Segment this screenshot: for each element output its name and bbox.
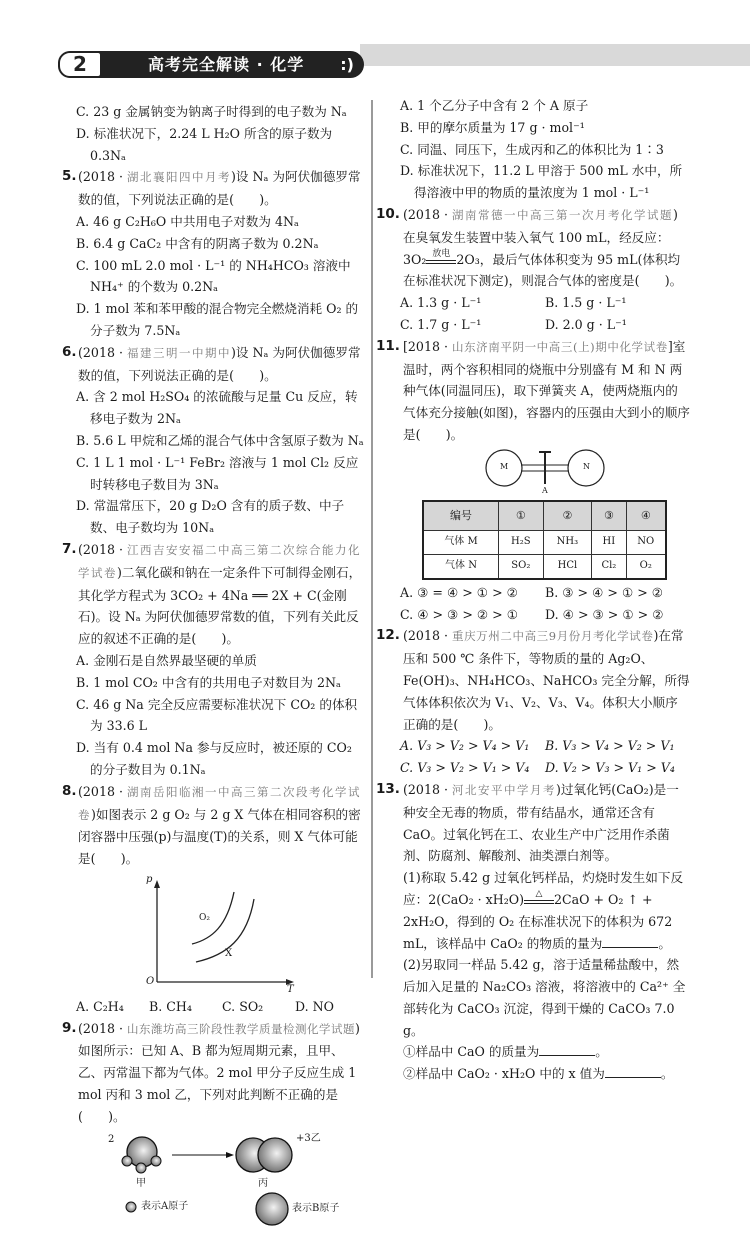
question-stem: 室温时，两个容积相同的烧瓶中分别盛有 M 和 N 两种气体(同温同压)，取下弹簧夹 A，使两烧瓶内的气体充分接触(如图)，容器内的压强由大到小的顺序是( )。 — [403, 338, 690, 442]
question-13 — [376, 779, 690, 867]
question-number: 8. — [62, 782, 77, 799]
source: 福建三明一中期中 — [126, 345, 231, 360]
option: B. 1.5 g · L⁻¹ — [545, 295, 627, 311]
column-divider — [371, 100, 373, 978]
flask-diagram — [376, 446, 690, 500]
question-stem: 在臭氧发生装置中装入氧气 100 mL，经反应：3O₂ — [403, 229, 670, 267]
reaction-arrow — [426, 249, 456, 264]
question-stem: 过氧化钙(CaO₂)是一种安全无毒的物质，带有结晶水，通常还含有 CaO。过氧化钙在工、农业生产中广泛用作杀菌剂、防腐剂、解酸剂、油类漂白剂等。 — [403, 781, 679, 864]
molecule-reaction-diagram — [62, 1128, 368, 1236]
option: A. 含 2 mol H₂SO₄ 的浓硫酸与足量 Cu 反应，转移电子数为 2Nₐ — [76, 389, 358, 427]
option: C. SO₂ — [222, 998, 264, 1014]
left-column — [62, 101, 368, 1236]
arrow-head — [226, 1152, 234, 1158]
source: 湖北襄阳四中月考 — [126, 170, 231, 185]
sub-question-2-1 — [376, 1041, 690, 1063]
question-7 — [62, 539, 368, 650]
option: D. NO — [295, 998, 334, 1014]
legend-a-label: 表示A原子 — [141, 1200, 189, 1212]
table-cell: HCl — [543, 554, 592, 579]
period: 。 — [658, 935, 671, 951]
table-cell: O₂ — [626, 554, 666, 579]
option: B. CH₄ — [149, 998, 192, 1014]
option: C. 46 g Na 完全反应需要标准状况下 CO₂ 的体积为 33.6 L — [76, 696, 358, 734]
sub-question-2: (2)另取同一样品 5.42 g，溶于适量稀盐酸中，然后加入足量的 Na₂CO₃ 溶液，将溶液中的 Ca²⁺ 全部转化为 CaCO₃ 沉淀，得到干燥的 CaCO₃ 7.0 g。 — [403, 957, 686, 1038]
source: 湖南常德一中高三第一次月考化学试题 — [451, 207, 673, 222]
table-row — [423, 554, 666, 579]
right-column — [376, 95, 690, 1085]
question-8 — [62, 781, 368, 870]
answer-blank[interactable] — [605, 1063, 661, 1078]
answer-blank[interactable] — [539, 1041, 595, 1056]
bracket: ) — [230, 344, 236, 360]
option: A. C₂H₄ — [76, 998, 124, 1014]
product-extra: +3乙 — [296, 1132, 321, 1144]
table-row — [423, 530, 666, 554]
y-axis-arrow — [154, 880, 160, 888]
table-header-cell: ③ — [592, 501, 626, 531]
question-stem: 设 Nₐ 为阿伏伽德罗常数的值，下列说法正确的是( )。 — [78, 344, 361, 383]
option: D. 当有 0.4 mol Na 参与反应时，被还原的 CO₂ 的分子数目为 0.1Nₐ — [76, 740, 352, 777]
legend-b-label: 表示B原子 — [292, 1202, 340, 1214]
bracket: ) — [354, 1020, 360, 1036]
option: A. V₃ > V₂ > V₄ > V₁ — [400, 738, 530, 754]
option: A. 1 个乙分子中含有 2 个 A 原子 — [400, 98, 589, 113]
option: B. V₃ > V₄ > V₂ > V₁ — [545, 738, 675, 754]
question-stem: 在常压和 500 ℃ 条件下，等物质的量的 Ag₂O、Fe(OH)₃、NH₄HCO₃、NaHCO₃ 完全分解，所得气体体积依次为 V₁、V₂、V₃、V₄。体积大小顺序正确的是( )。 — [403, 628, 690, 732]
question-number: 11. — [376, 337, 400, 354]
table-header-cell: ① — [499, 501, 544, 531]
question-number: 6. — [62, 343, 77, 360]
option: A. ③ = ④ > ① > ② — [400, 584, 518, 600]
source: 山东潍坊高三阶段性教学质量检测化学试题 — [126, 1021, 355, 1036]
table-header-row — [423, 501, 666, 531]
option: D. 1 mol 苯和苯甲酸的混合物完全燃烧消耗 O₂ 的分子数为 7.5Nₐ — [76, 301, 359, 338]
pressure-temperature-graph — [62, 870, 368, 996]
question-number: 13. — [376, 780, 400, 797]
bracket: ) — [555, 781, 561, 797]
option: A. 金刚石是自然界最坚硬的单质 — [76, 652, 257, 668]
bracket: ) — [230, 169, 236, 185]
question-stem: 如图所示：已知 A、B 都为短周期元素，且甲、乙、丙常温下都为气体。2 mol 甲分子反应生成 1 mol 丙和 3 mol 乙，下列对此判断不正确的是( )。 — [78, 1043, 357, 1124]
flask-n-label: N — [583, 461, 590, 471]
clamp-label: A — [542, 485, 548, 495]
question-stem: 设 Nₐ 为阿伏伽德罗常数的值，下列说法正确的是( )。 — [78, 169, 361, 208]
sub-question-text: (1)称取 5.42 g 过氧化钙样品，灼烧时发生如下反应：2(CaO₂ · xH₂O) — [403, 870, 684, 907]
question-number: 9. — [62, 1019, 77, 1036]
sub-question-2-2 — [376, 1063, 690, 1085]
option: D. 2.0 g · L⁻¹ — [545, 316, 627, 332]
question-number: 5. — [62, 168, 77, 185]
graph-svg — [62, 874, 368, 1000]
curve-label-x: X — [225, 947, 233, 959]
period: 。 — [660, 1066, 674, 1082]
smile-icon: :) — [340, 55, 354, 74]
option: A. 1.3 g · L⁻¹ — [400, 295, 482, 311]
bracket: ) — [653, 628, 659, 644]
option: D. V₂ > V₃ > V₁ > V₄ — [545, 760, 675, 776]
year: (2018 · — [78, 344, 127, 360]
x-axis-label: T — [287, 983, 294, 995]
question-6 — [62, 342, 368, 387]
options-grid — [376, 292, 690, 336]
option: B. 6.4 g CaC₂ 中含有的阴离子数为 0.2Nₐ — [76, 235, 319, 251]
option: C. 100 mL 2.0 mol · L⁻¹ 的 NH₄HCO₃ 溶液中 NH₄⁺ 的个数为 0.2Nₐ — [76, 257, 351, 295]
question-10 — [376, 204, 690, 292]
page-number: 2 — [58, 51, 102, 78]
table-cell: H₂S — [499, 530, 544, 554]
reactant-molecule — [122, 1137, 161, 1173]
option: B. ③ > ④ > ① > ② — [545, 584, 664, 600]
question-5 — [62, 166, 368, 211]
bracket: ] — [667, 338, 673, 354]
sub-question-text: ①样品中 CaO 的质量为 — [403, 1044, 540, 1060]
page-header — [58, 51, 364, 78]
book-title: 高考完全解读 · 化学 — [148, 55, 305, 74]
period: 。 — [595, 1044, 608, 1060]
gas-table — [422, 500, 667, 580]
coefficient: 2 — [108, 1133, 115, 1145]
table-cell: NO — [626, 530, 666, 554]
option: D. ④ > ③ > ① > ② — [545, 606, 664, 622]
option: D. 标准状况下，2.24 L H₂O 所含的原子数为 0.3Nₐ — [76, 125, 333, 163]
sub-question-text: ②样品中 CaO₂ · xH₂O 中的 x 值为 — [403, 1066, 605, 1082]
source: 湖南岳阳临湘一中高三第二次段考化学试卷 — [78, 784, 361, 822]
table-cell: HI — [592, 530, 626, 554]
table-cell: 气体 M — [423, 530, 499, 554]
arrow-line — [426, 260, 456, 264]
source: 河北安平中学月考 — [451, 782, 556, 797]
table-cell: NH₃ — [543, 530, 592, 554]
year: (2018 · — [78, 169, 127, 185]
option: C. 同温、同压下，生成丙和乙的体积比为 1∶3 — [400, 141, 664, 157]
year: (2018 · — [403, 206, 452, 222]
question-stem: 如图表示 2 g O₂ 与 2 g X 气体在相同容积的密闭容器中压强(p)与温度(T)的关系，则 X 气体可能是( )。 — [78, 806, 361, 867]
origin-label: O — [146, 975, 155, 987]
table-cell: 气体 N — [423, 554, 499, 579]
option: C. 1.7 g · L⁻¹ — [400, 316, 482, 332]
reactant-label: 甲 — [136, 1177, 146, 1189]
source: 重庆万州二中高三9月份月考化学试卷 — [451, 629, 654, 644]
answer-blank[interactable] — [602, 933, 658, 948]
options-grid — [376, 582, 690, 626]
arrow-line — [524, 900, 554, 904]
table-cell: SO₂ — [499, 554, 544, 579]
question-stem-cont: 2O₃，最后气体体积变为 95 mL(体积均在标准状况下测定)，则混合气体的密度是( )。 — [403, 251, 683, 289]
option: B. 5.6 L 甲烷和乙烯的混合气体中含氢原子数为 Nₐ — [76, 432, 364, 448]
question-12 — [376, 625, 690, 735]
year: (2018 · — [403, 628, 452, 644]
option: C. ④ > ③ > ② > ① — [400, 606, 519, 622]
option: D. 常温常压下，20 g D₂O 含有的质子数、中子数、电子数均为 10Nₐ — [76, 498, 345, 536]
source: 江西吉安安福二中高三第二次综合能力化学试卷 — [78, 542, 361, 580]
table-header-cell: 编号 — [423, 501, 499, 531]
reaction-condition: 放电 — [432, 248, 451, 259]
source: 山东济南平阴一中高三(上)期中化学试卷 — [451, 339, 668, 354]
reaction-arrow — [524, 889, 554, 904]
question-number: 7. — [62, 540, 77, 557]
question-number: 10. — [376, 205, 400, 222]
year: [2018 · — [403, 338, 452, 354]
sub-question-text: 2CaO + O₂ ↑ + 2xH₂O，得到的 O₂ 在标准状况下的体积为 672 mL，该样品中 CaO₂ 的物质的量为 — [403, 891, 673, 951]
option: B. 1 mol CO₂ 中含有的共用电子对数目为 2Nₐ — [76, 674, 341, 690]
options-grid — [376, 735, 690, 779]
atom-b-legend-icon — [256, 1193, 288, 1225]
option: A. 46 g C₂H₆O 中共用电子对数为 4Nₐ — [76, 213, 299, 229]
y-axis-label: p — [146, 873, 153, 885]
question-stem: 二氧化碳和钠在一定条件下可制得金刚石，其化学方程式为 3CO₂ + 4Na ══ 2X + C(金刚石)。设 Nₐ 为阿伏伽德罗常数的值，下列有关此反应的叙述不正确的是( )。 — [78, 564, 362, 647]
year: (2018 · — [78, 783, 127, 799]
atom-a-legend-icon — [126, 1202, 136, 1212]
question-11 — [376, 336, 690, 446]
table-cell: Cl₂ — [592, 554, 626, 579]
option: D. 标准状况下，11.2 L 甲溶于 500 mL 水中，所得溶液中甲的物质的量浓度为 1 mol · L⁻¹ — [400, 163, 683, 201]
curve-label-o2: O₂ — [199, 912, 210, 923]
table-header-cell: ② — [543, 501, 592, 531]
year: (2018 · — [403, 781, 452, 797]
sub-question-1 — [376, 867, 690, 954]
flask-svg — [376, 446, 690, 500]
year: (2018 · — [78, 541, 127, 557]
table-header-cell: ④ — [626, 501, 666, 531]
header-background — [360, 44, 750, 66]
product-molecule — [236, 1138, 292, 1172]
option: C. V₃ > V₂ > V₁ > V₄ — [400, 760, 530, 776]
product-label: 丙 — [258, 1177, 268, 1189]
bracket: ) — [672, 206, 678, 222]
year: (2018 · — [78, 1020, 127, 1036]
option: C. 1 L 1 mol · L⁻¹ FeBr₂ 溶液与 1 mol Cl₂ 反应时转移电子数目为 3Nₐ — [76, 454, 359, 492]
option: C. 23 g 金属钠变为钠离子时得到的电子数为 Nₐ — [76, 104, 347, 119]
bracket: ) — [91, 806, 96, 822]
flask-m-label: M — [500, 461, 509, 471]
bracket: ) — [117, 564, 122, 580]
heat-symbol: △ — [535, 888, 543, 899]
question-number: 12. — [376, 627, 400, 644]
option: B. 甲的摩尔质量为 17 g · mol⁻¹ — [400, 119, 585, 135]
question-9 — [62, 1018, 368, 1128]
